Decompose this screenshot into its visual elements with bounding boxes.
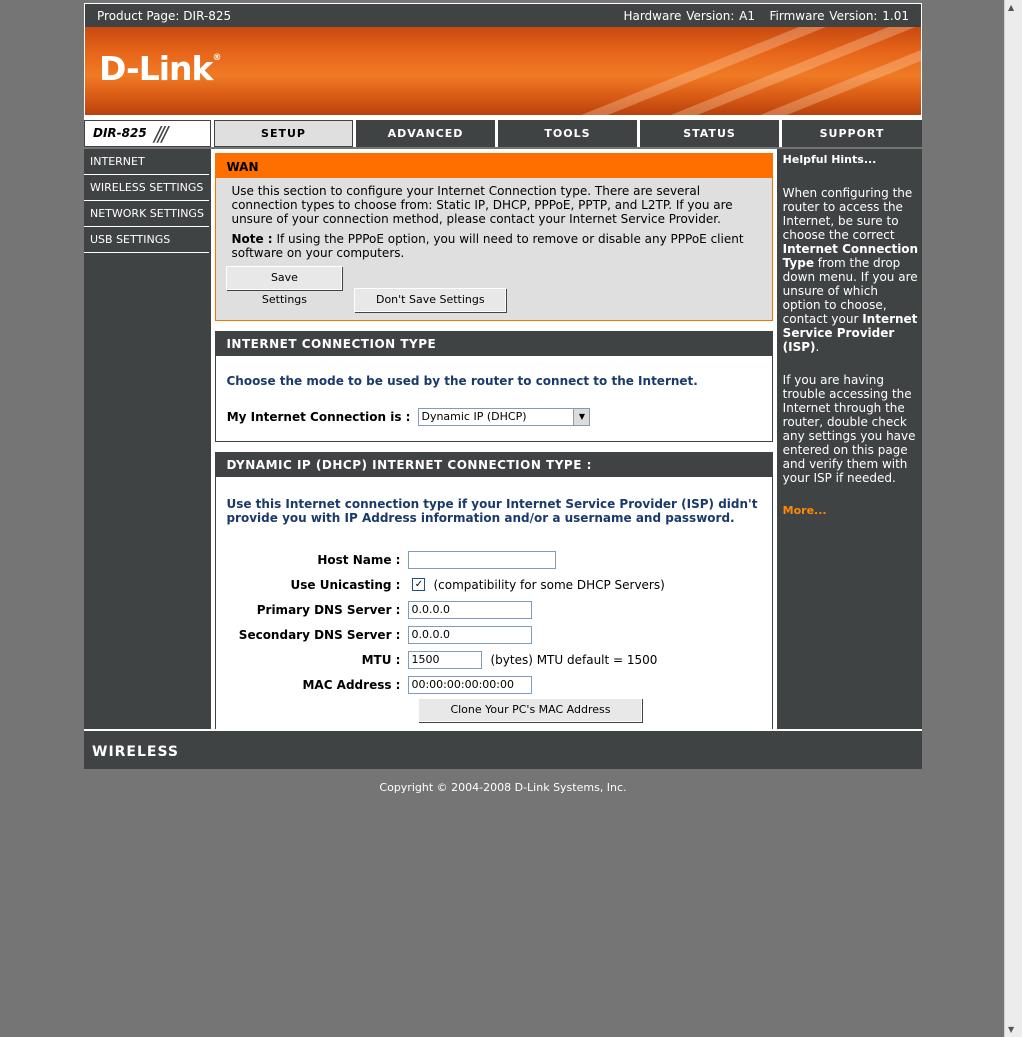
primary-dns-input[interactable]: 0.0.0.0 (408, 601, 532, 619)
dont-save-settings-button[interactable]: Don't Save Settings (354, 288, 506, 312)
helpful-hints (779, 149, 922, 729)
sidebar-item-wireless-settings[interactable]: WIRELESS SETTINGS (84, 175, 209, 201)
internet-connection-type-section (215, 331, 772, 442)
connection-type-label: My Internet Connection is : (226, 409, 411, 424)
mtu-input[interactable]: 1500 (408, 651, 482, 669)
nav-tabs (84, 115, 922, 147)
dhcp-description: Use this Internet connection type if your Internet Service Provider (ISP) didn't provide you with IP Address information and/or a username and password. (226, 497, 758, 525)
content (211, 149, 776, 729)
dhcp-title: DYNAMIC IP (DHCP) INTERNET CONNECTION TYPE : (216, 453, 771, 477)
wan-title: WAN (216, 154, 771, 178)
save-settings-button[interactable]: Save Settings (226, 266, 342, 290)
secondary-dns-label: Secondary DNS Server : (238, 627, 401, 642)
wan-description: Use this section to configure your Internet Connection type. There are several connection types to choose from: Static IP, DHCP, PPPoE, PPTP, and L2TP. If you are unsure of your connection method, please contact your Internet Service Provider. (231, 184, 733, 226)
wan-section (215, 153, 772, 321)
mtu-note: (bytes) MTU default = 1500 (490, 652, 658, 667)
sidebar-item-internet[interactable]: INTERNET (84, 149, 209, 175)
top-bar (84, 3, 922, 27)
banner (84, 27, 922, 115)
tab-setup[interactable]: SETUP (214, 120, 353, 147)
host-name-input[interactable] (408, 551, 556, 569)
host-name-label: Host Name : (317, 552, 401, 567)
ict-title: INTERNET CONNECTION TYPE (216, 332, 771, 356)
use-unicasting-checkbox[interactable]: ✓ (412, 578, 425, 591)
clone-mac-button[interactable]: Clone Your PC's MAC Address (418, 698, 642, 722)
footer-bar (84, 729, 922, 769)
wan-note: Note : If using the PPPoE option, you will need to remove or disable any PPPoE client software on your computers. (231, 232, 744, 260)
hints-title: Helpful Hints... (782, 153, 877, 166)
sidebar-item-network-settings[interactable]: NETWORK SETTINGS (84, 201, 209, 227)
tab-status[interactable]: STATUS (640, 120, 779, 147)
vertical-scrollbar[interactable] (1004, 0, 1022, 1037)
primary-dns-label: Primary DNS Server : (256, 602, 401, 617)
dlink-logo: D-Link® (99, 49, 221, 88)
tab-tools[interactable]: TOOLS (498, 120, 637, 147)
model-badge: DIR-825 /// (84, 120, 211, 147)
tab-advanced[interactable]: ADVANCED (356, 120, 495, 147)
more-link[interactable]: More... (782, 504, 827, 517)
wireless-logo: WIRELESS (92, 744, 180, 760)
hints-paragraph-1: When configuring the router to access the Internet, be sure to choose the correct Internet Connection Type from the drop down menu. If you are unsure of which option to choose, contact your Internet Service Provider (ISP). (782, 186, 919, 354)
tab-support[interactable]: SUPPORT (782, 120, 922, 147)
use-unicasting-label: Use Unicasting : (290, 577, 401, 592)
scroll-up-icon[interactable]: ▲ (1008, 3, 1015, 12)
dhcp-section (215, 452, 772, 735)
connection-type-select[interactable]: Dynamic IP (DHCP) ▼ (418, 408, 590, 426)
ict-prompt: Choose the mode to be used by the router to connect to the Internet. (226, 374, 698, 388)
secondary-dns-input[interactable]: 0.0.0.0 (408, 626, 532, 644)
product-page-link[interactable]: Product Page: DIR-825 (97, 9, 232, 23)
mac-address-input[interactable]: 00:00:00:00:00:00 (408, 676, 532, 694)
mtu-label: MTU : (361, 652, 401, 667)
hints-paragraph-2: If you are having trouble accessing the Internet through the router, double check any settings you have entered on this page and verify them with your ISP if needed. (782, 373, 916, 485)
chevron-down-icon[interactable]: ▼ (573, 409, 589, 425)
sidebar (84, 149, 209, 729)
copyright: Copyright © 2004-2008 D-Link Systems, Inc. (379, 781, 627, 794)
version-info: Hardware Version: A1 Firmware Version: 1.01 (623, 9, 909, 23)
mac-address-label: MAC Address : (302, 677, 401, 692)
unicasting-note: (compatibility for some DHCP Servers) (433, 577, 665, 592)
sidebar-item-usb-settings[interactable]: USB SETTINGS (84, 227, 209, 253)
page (84, 3, 922, 794)
scroll-down-icon[interactable]: ▼ (1008, 1025, 1015, 1034)
